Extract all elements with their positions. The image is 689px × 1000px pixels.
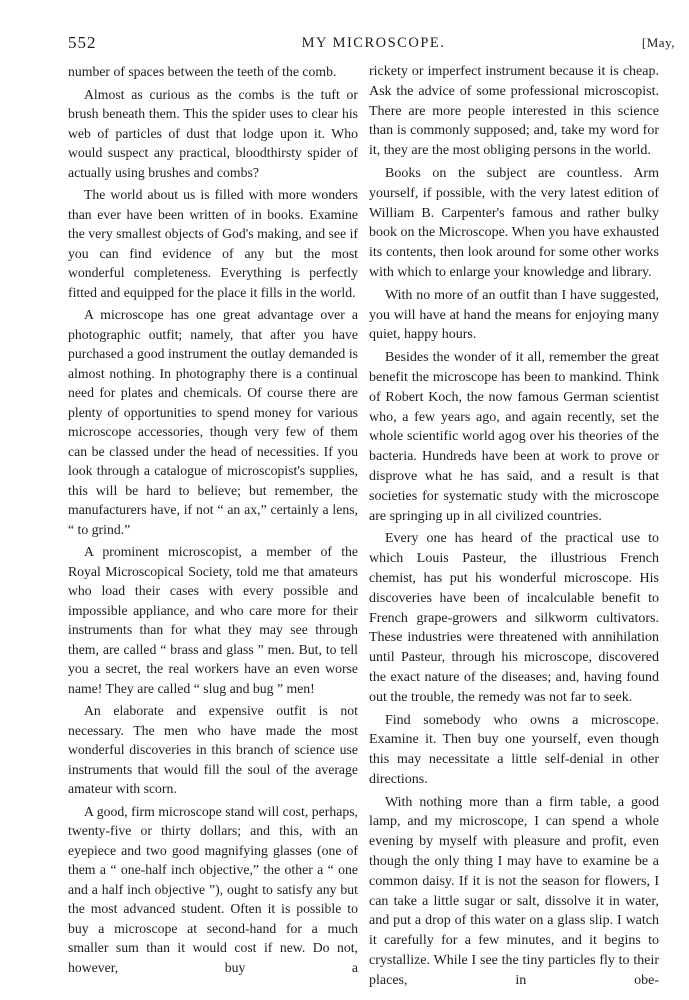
issue-month: [May, xyxy=(641,35,675,50)
paragraph: The world about us is filled with more wonders than ever have been written of in books. Examine the very smallest objects of God's making, and see if you can find evidence of any but the most wonderful completeness. Everything is perfectly fitted and equipped for the place it fills in the world. xyxy=(68,187,358,300)
right-column xyxy=(369,62,659,991)
paragraph: Almost as curious as the combs is the tuft or brush beneath them. This the spider uses to clear his web of particles of dust that lodge upon it. Who would suspect any practical, bloodthirsty spider of actually using brushes and combs? xyxy=(68,86,358,180)
paragraph: Books on the subject are countless. Arm yourself, if possible, with the very latest edition of William B. Carpenter's famous and rather bulky book on the Microscope. When you have exhausted its contents, then look around for some other works with which to enlarge your knowledge and library. xyxy=(369,165,659,280)
paragraph: number of spaces between the teeth of the comb. xyxy=(68,64,337,79)
left-column xyxy=(68,62,358,977)
paragraph: With no more of an outfit than I have suggested, you will have at hand the means for enjoying many quiet, happy hours. xyxy=(369,287,659,343)
page-number: 552 xyxy=(68,33,97,52)
running-header xyxy=(68,33,679,55)
paragraph: rickety or imperfect instrument because it is cheap. Ask the advice of some professional microscopist. There are more people interested in this science than is commonly supposed; and, take my word for it, they are the most obliging persons in the world. xyxy=(369,64,659,159)
paragraph: Every one has heard of the practical use to which Louis Pasteur, the illustrious French chemist, has put his wonderful microscope. His discoveries have been of incalculable benefit to French grape-growers and silkworm cultivators. These industries were threatened with annihilation until Pasteur, through his microscope, discovered the exact nature of the diseases; and, having found out the trouble, the remedy was not far to seek. xyxy=(369,531,659,705)
paragraph: A good, firm microscope stand will cost, perhaps, twenty-five or thirty dollars; and this, with an eyepiece and two good magnifying glasses (one of them a “ one-half inch objective,” the other a “ one and a half inch objective ”), ought to satisfy any but the most advanced student. Often it is possible to buy a microscope at second-hand for a much smaller sum than it would cost if new. Do not, however, buy a xyxy=(68,803,358,975)
paragraph: Besides the wonder of it all, remember the great benefit the microscope has been to mankind. Think of Robert Koch, the now famous German scientist who, a few years ago, and again recently, set the whole scientific world agog over his theories of the bacteria. Hundreds have been at work to prove or disprove what he has said, and a result is that societies for systematic study with the microscope are springing up in all civilized countries. xyxy=(369,350,659,524)
paragraph: With nothing more than a firm table, a good lamp, and my microscope, I can spend a whole evening by myself with pleasure and profit, even though the only thing I may have to examine be a common daisy. If it is not the season for flowers, I can take a little sugar or salt, dissolve it in water, and put a drop of this water on a glass slip. I watch it carefully for a few minutes, and it begins to crystallize. While I see the tiny particles fly to their places, in obe- xyxy=(369,794,659,988)
paragraph: A prominent microscopist, a member of the Royal Microscopical Society, told me that amateurs who load their cases with every possible and impossible appliance, and who care more for their instruments than for what they may see through them, are called “ brass and glass ” men. But, to tell you a secret, the real workers have an even worse name! They are called “ slug and bug ” men! xyxy=(68,544,358,696)
paragraph: An elaborate and expensive outfit is not necessary. The men who have made the most wonderful discoveries in this branch of science use instruments that would fill the soul of the average amateur with scorn. xyxy=(68,703,358,796)
running-title: MY MICROSCOPE. xyxy=(301,35,446,51)
paragraph: A microscope has one great advantage over a photographic outfit; namely, that after you have purchased a good instrument the outlay demanded is almost nothing. In photography there is a continual need for plates and chemicals. Of course there are plenty of opportunities to spend money for various microscope accessories, though very few of them can be classed under the head of necessities. If you look through a catalogue of microscopist's supplies, this will be hard to believe; but remember, the manufacturers have, if not “ an ax,” certainly a lens, “ to grind.” xyxy=(68,307,358,537)
paragraph: Find somebody who owns a microscope. Examine it. Then buy one yourself, even though this may necessitate a little self-denial in other directions. xyxy=(369,712,659,787)
